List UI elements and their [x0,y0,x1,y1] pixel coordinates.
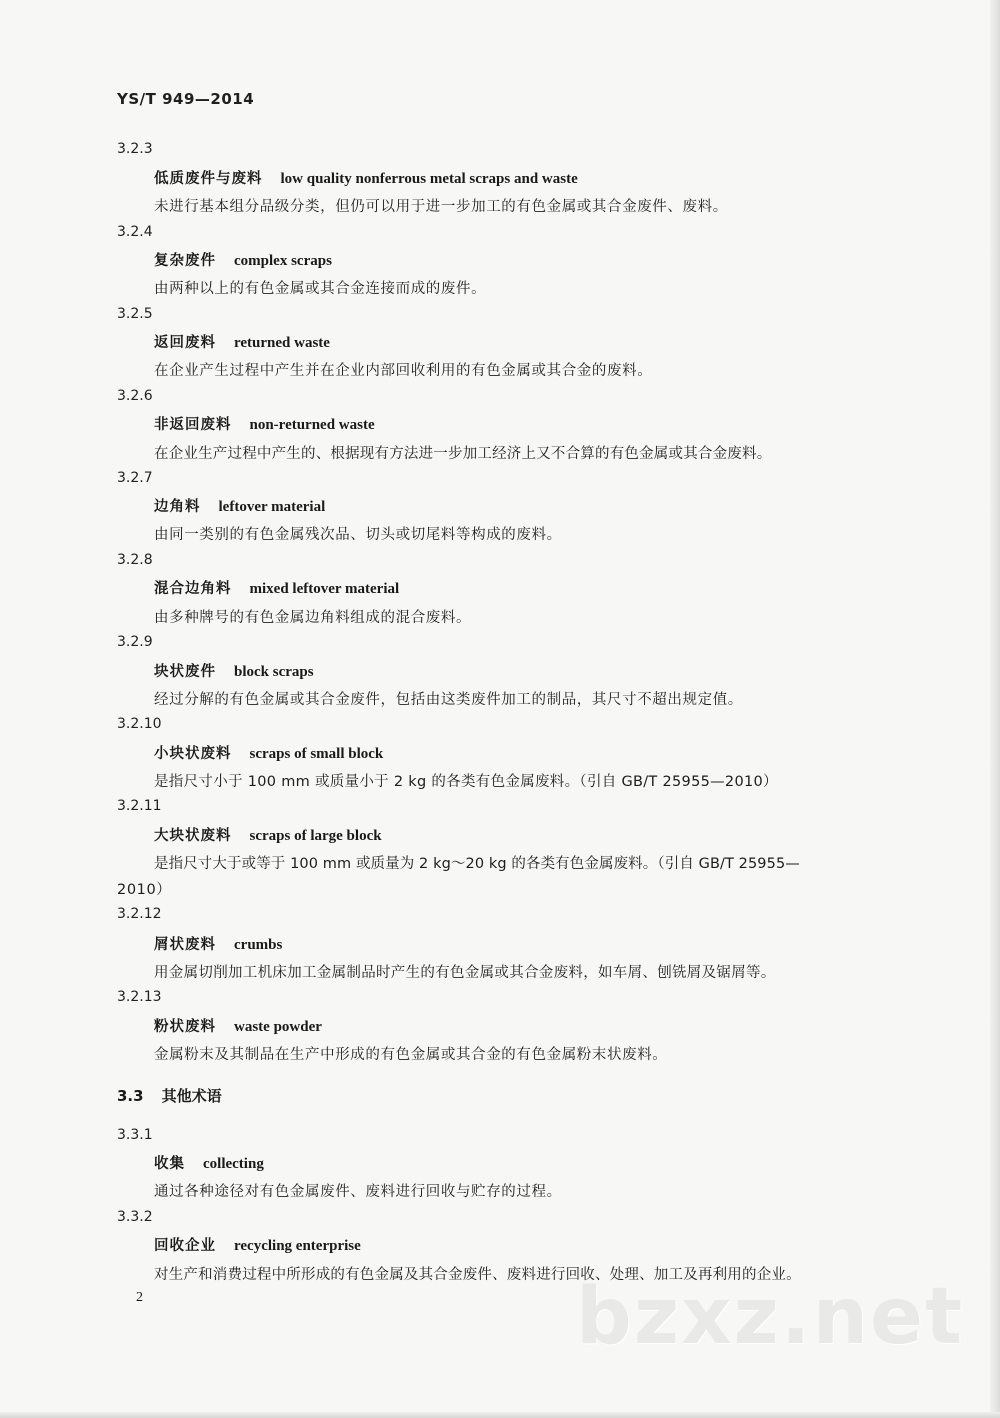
term-line [154,249,332,270]
term-en: returned waste [234,335,330,351]
term-zh: 回收企业 [154,1238,216,1254]
clause-number: 3.2.5 [117,306,153,322]
term-en: collecting [203,1156,264,1172]
term-definition: 由多种牌号的有色金属边角料组成的混合废料。 [154,610,472,626]
term-definition: 在企业生产过程中产生的、根据现有方法进一步加工经济上又不合算的有色金属或其合金废料。 [154,446,772,462]
term-definition: 在企业产生过程中产生并在企业内部回收利用的有色金属或其合金的废料。 [154,363,653,379]
term-zh: 边角料 [154,499,201,515]
term-line [154,933,282,954]
term-line [154,331,330,352]
clause-number: 3.2.7 [117,470,153,486]
term-line [154,577,399,598]
term-zh: 屑状废料 [154,937,216,953]
term-en: leftover material [218,499,326,515]
term-definition: 由同一类别的有色金属残次品、切头或切尾料等构成的废料。 [154,527,562,543]
clause-number: 3.2.8 [117,552,153,568]
term-zh: 混合边角料 [154,581,232,597]
term-zh: 非返回废料 [154,417,232,433]
term-definition: 是指尺寸小于 100 mm 或质量小于 2 kg 的各类有色金属废料。（引自 GB/T 25955—2010） [154,774,778,790]
clause-number: 3.3.1 [117,1127,153,1143]
clause-number: 3.2.3 [117,141,153,157]
term-definition: 由两种以上的有色金属或其合金连接而成的废件。 [154,281,487,297]
term-definition: 是指尺寸大于或等于 100 mm 或质量为 2 kg～20 kg 的各类有色金属废料。（引自 GB/T 25955— [154,856,800,872]
term-en: complex scraps [234,253,332,269]
term-zh: 复杂废件 [154,253,216,269]
term-definition: 对生产和消费过程中所形成的有色金属及其合金废件、废料进行回收、处理、加工及再利用的企业。 [154,1267,801,1283]
watermark: bzxz.net [576,1272,965,1362]
term-en: mixed leftover material [249,581,400,597]
term-line [154,1152,264,1173]
term-zh: 返回废料 [154,335,216,351]
term-line [154,413,375,434]
term-en: crumbs [234,937,283,953]
term-line [154,495,325,516]
section-title: 其他术语 [161,1087,222,1105]
term-en: scraps of large block [249,828,382,844]
clause-number: 3.2.12 [117,906,162,922]
term-zh: 收集 [154,1156,185,1172]
term-definition: 经过分解的有色金属或其合金废件，包括由这类废件加工的制品，其尺寸不超出规定值。 [154,692,743,708]
section-heading [117,1085,222,1106]
term-line [154,167,578,188]
term-zh: 小块状废料 [154,746,232,762]
clause-number: 3.2.6 [117,388,153,404]
page-number: 2 [136,1290,143,1305]
term-definition: 未进行基本组分品级分类，但仍可以用于进一步加工的有色金属或其合金废件、废料。 [154,199,728,215]
page-bottom-shadow [0,1412,1000,1418]
term-line [154,824,382,845]
clause-number: 3.2.13 [117,989,162,1005]
clause-number: 3.2.9 [117,634,153,650]
clause-number: 3.3.2 [117,1209,153,1225]
term-line [154,1234,361,1255]
term-en: low quality nonferrous metal scraps and waste [280,171,578,187]
term-line [154,660,314,681]
term-definition: 用金属切削加工机床加工金属制品时产生的有色金属或其合金废料，如车屑、刨铣屑及锯屑等。 [154,965,776,981]
clause-number: 3.2.11 [117,798,162,814]
term-zh: 粉状废料 [154,1019,216,1035]
standard-code-header: YS/T 949—2014 [117,90,255,108]
term-definition: 金属粉末及其制品在生产中形成的有色金属或其合金的有色金属粉末状废料。 [154,1047,668,1063]
term-en: waste powder [234,1019,322,1035]
page-edge-shadow [990,0,1000,1418]
term-zh: 低质废件与废料 [154,171,263,187]
term-line [154,1015,322,1036]
clause-number: 3.2.10 [117,716,162,732]
term-en: recycling enterprise [234,1238,361,1254]
term-line [154,742,383,763]
term-en: non-returned waste [249,417,375,433]
term-zh: 块状废件 [154,664,216,680]
term-definition-continued: 2010） [117,882,172,898]
clause-number: 3.2.4 [117,224,153,240]
term-zh: 大块状废料 [154,828,232,844]
term-definition: 通过各种途径对有色金属废件、废料进行回收与贮存的过程。 [154,1184,562,1200]
section-number: 3.3 [117,1087,144,1105]
term-en: block scraps [234,664,314,680]
term-en: scraps of small block [249,746,384,762]
